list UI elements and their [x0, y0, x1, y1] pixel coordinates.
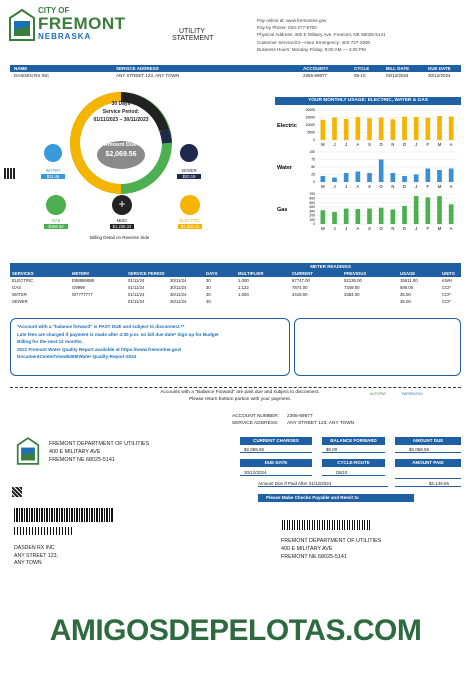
x-tick-label: A — [356, 226, 360, 231]
meter-cell: GAS — [12, 285, 22, 290]
watermark: AMIGOSDEPELOTAS.COM — [49, 614, 422, 647]
bar-electric — [344, 119, 349, 140]
bar-water — [402, 176, 407, 182]
bar-gas — [321, 210, 326, 224]
bar-gas — [402, 206, 407, 224]
hdr-account: ACCOUNT# — [303, 66, 329, 71]
meter-col-8: USAGE — [400, 271, 416, 276]
bar-water — [437, 170, 442, 182]
x-tick-label: A — [449, 226, 453, 231]
x-tick-label: F — [426, 226, 430, 231]
meter-cell: SEWER — [12, 299, 28, 304]
donut-amount-label: Amount Due: — [103, 142, 139, 148]
paperless-logo: PAPERLESS — [402, 392, 423, 396]
dept-line-3: FREMONT NE 68025-5141 — [49, 457, 115, 463]
pay-info — [257, 17, 386, 53]
dept-shield-icon — [16, 436, 40, 466]
x-tick-label: M — [321, 184, 325, 189]
stub-address-value: ANY STREET 123, ANY TOWN — [287, 421, 355, 426]
remit-line-3: FREMONT NE 68025-5141 — [281, 554, 347, 560]
meter-col-2: SERVICE PERIOD — [128, 271, 165, 276]
hdr-name: NAME — [14, 66, 28, 71]
tile-electric-label: ELECTRIC — [179, 218, 201, 223]
meter-cell: 30 — [206, 278, 211, 283]
pay-phone: Pay by Phone: 833-277-8700 — [257, 25, 317, 31]
meter-col-6: CURRENT — [292, 271, 314, 276]
bar-water — [414, 175, 419, 183]
x-tick-label: D — [402, 142, 407, 147]
x-tick-label: M — [437, 226, 442, 231]
meter-cell: 1.122 — [238, 285, 249, 290]
brand-line3: NEBRASKA — [38, 32, 92, 41]
x-tick-label: O — [379, 226, 383, 231]
customer-address — [14, 545, 58, 568]
bar-gas — [367, 209, 372, 224]
donut-amount — [90, 142, 152, 158]
bar-electric — [367, 118, 372, 140]
stub-account-value: 2365-69877 — [287, 414, 313, 419]
x-tick-label: M — [321, 142, 325, 147]
meter-col-9: UNITS — [442, 271, 455, 276]
y-tick-label: 5000 — [307, 130, 315, 135]
x-tick-label: O — [379, 142, 383, 147]
chart-title-0: Electric — [277, 123, 297, 129]
val-due-date: 30/12/2024 — [428, 73, 451, 78]
meter-cell: E88888888 — [72, 278, 94, 283]
meter-col-7: PREVIOUS — [344, 271, 367, 276]
y-tick-label: 400 — [309, 205, 315, 210]
y-tick-label: 0 — [313, 222, 315, 227]
tile-electric-amount: $1,316.11 — [178, 224, 202, 229]
meter-cell: 35.00 — [400, 292, 411, 297]
bar-water — [379, 160, 384, 183]
notice-box-right — [294, 318, 461, 376]
x-tick-label: N — [391, 226, 395, 231]
bar-gas — [379, 208, 384, 224]
donut-period-label: Service Period: — [102, 109, 140, 115]
y-tick-label: 15000 — [305, 115, 315, 120]
y-tick-label: 75 — [311, 157, 315, 162]
due-date-label: DUE DATE — [240, 459, 312, 467]
amount-paid-field[interactable] — [395, 470, 461, 479]
pay-address: Physical Address: 400 E Military Ave. Fremont, NE 68025-5141 — [257, 32, 386, 38]
remit-line-2: 400 E MILITARY AVE — [281, 546, 333, 552]
y-tick-label: 25 — [311, 172, 315, 177]
meter-col-1: METER# — [72, 271, 90, 276]
y-tick-label: 200 — [309, 213, 315, 218]
cycle-route-value: 05/10 — [322, 470, 385, 476]
meter-cell: CCF — [442, 285, 451, 290]
barcode-customer — [14, 508, 114, 522]
meter-cell: 01/11/24 — [128, 292, 145, 297]
stub-address-label: SERVICE ADDRESS: — [232, 421, 279, 426]
dept-address — [49, 440, 149, 464]
x-tick-label: M — [437, 142, 442, 147]
meter-col-4: DAYS — [206, 271, 218, 276]
account-values — [10, 72, 461, 79]
bar-gas — [391, 209, 396, 224]
notice-line-1: *Account with a "balance forward" is PAST DUE and subject to disconnect.** — [17, 324, 185, 329]
meter-title: METER READINGS — [10, 263, 461, 270]
hdr-cycle: CYCLE — [354, 66, 370, 71]
tile-gas-amount: $456.52 — [44, 224, 68, 229]
meter-cell: W7777777 — [72, 292, 93, 297]
cycle-route-label: CYCLE-ROUTE — [322, 459, 385, 467]
x-tick-label: M — [437, 184, 442, 189]
x-tick-label: J — [333, 142, 336, 147]
bar-water — [344, 173, 349, 182]
balance-forward-label: BALANCE FORWARD — [322, 437, 385, 445]
bar-gas — [449, 204, 454, 224]
billing-note: Billing Detail on Reverse Side — [90, 235, 150, 240]
x-tick-label: J — [415, 142, 418, 147]
meter-cell: KWH — [442, 278, 453, 283]
y-tick-label: 50 — [311, 165, 315, 170]
bar-gas — [344, 209, 349, 224]
meter-cell: 30 — [206, 285, 211, 290]
meter-cell: 35.00 — [400, 299, 411, 304]
notice-line-3: Billing for the next 12 months. — [17, 339, 83, 345]
meter-cell: 1.000 — [238, 292, 249, 297]
donut-days: 30 Days — [111, 101, 131, 107]
usage-charts — [275, 106, 461, 231]
bar-gas — [437, 196, 442, 224]
statement-title-line1: UTILITY — [178, 28, 206, 35]
meter-col-5: MULTIPLIER — [238, 271, 264, 276]
x-tick-label: A — [356, 142, 360, 147]
statement-title — [172, 28, 212, 42]
bar-electric — [414, 117, 419, 140]
usage-title: YOUR MONTHLY USAGE: ELECTRIC, WATER & GAS — [275, 97, 461, 105]
x-tick-label: S — [368, 184, 371, 189]
customer-line-2: ANY STREET 123, — [14, 552, 58, 559]
city-shield-icon — [8, 8, 36, 42]
bar-gas — [414, 196, 419, 224]
x-tick-label: J — [345, 142, 348, 147]
remit-line-1: FREMONT DEPARTMENT OF UTILITIES — [281, 538, 382, 544]
hdr-bill-date: BILL DATE — [386, 66, 410, 71]
y-tick-label: 0 — [313, 138, 315, 143]
chart-title-2: Gas — [277, 207, 288, 213]
val-bill-date: 02/12/2024 — [386, 73, 409, 78]
account-header-bar — [10, 65, 461, 72]
meter-rows — [10, 278, 461, 310]
meter-cell: 01/11/24 — [128, 285, 145, 290]
meter-cell: 01/11/24 — [128, 278, 145, 283]
meter-col-0: SERVICES — [12, 271, 34, 276]
x-tick-label: S — [368, 226, 371, 231]
misc-plus-icon: + — [112, 195, 132, 215]
bar-water — [332, 178, 337, 183]
donut-text — [88, 100, 154, 124]
tear-note — [120, 390, 360, 403]
tile-misc-label: MISC — [116, 218, 128, 223]
notice-line-4: 2021 Fremont Water Quality Report available at https://www.fremontne.gov/ — [17, 346, 182, 352]
tile-misc-amount: $1,235.33 — [110, 224, 134, 229]
bar-water — [449, 169, 454, 183]
customer-line-1: DASDEN RX INC — [14, 545, 55, 551]
val-name: DASDEN RX INC — [14, 73, 50, 78]
meter-cell: 30/11/24 — [170, 278, 187, 283]
bar-electric — [402, 117, 407, 140]
x-tick-label: M — [321, 226, 325, 231]
stub-qr-icon — [12, 487, 22, 497]
y-tick-label: 300 — [309, 209, 315, 214]
x-tick-label: D — [402, 226, 407, 231]
tile-water-amount: $11.46 — [41, 174, 65, 179]
after-due-value: $2,149.56 — [395, 481, 461, 487]
city-logo — [8, 6, 128, 50]
bar-electric — [332, 118, 337, 141]
remit-address — [281, 537, 381, 561]
water-icon — [44, 144, 62, 162]
x-tick-label: D — [402, 184, 407, 189]
donut-amount-value: $2,069.56 — [105, 151, 137, 158]
val-service-address: ANY STREET 123, ANY TOWN — [116, 73, 180, 78]
x-tick-label: O — [379, 184, 383, 189]
balance-forward-value: $0.00 — [322, 447, 385, 453]
bar-electric — [437, 116, 442, 140]
donut-period: 01/11/2023 – 30/11/2023 — [93, 117, 149, 123]
x-tick-label: J — [333, 226, 336, 231]
dept-line-1: FREMONT DEPARTMENT OF UTILITIES — [49, 441, 150, 447]
qr-code-icon — [4, 168, 15, 179]
bar-gas — [426, 197, 431, 224]
meter-header — [10, 270, 461, 277]
amount-due-value: $2,069.56 — [395, 447, 461, 453]
current-charges-label: CURRENT CHARGES — [240, 437, 312, 445]
y-tick-label: 100 — [309, 217, 315, 222]
tear-note-2: Please return bottom portion with your payment. — [188, 396, 292, 402]
hdr-service-address: SERVICE ADDRESS — [116, 66, 159, 71]
bar-water — [356, 172, 361, 183]
tear-line — [10, 387, 461, 388]
meter-cell: CCF — [442, 292, 451, 297]
meter-cell: 30 — [206, 299, 211, 304]
meter-cell: WATER — [12, 292, 28, 297]
meter-cell: 30/11/24 — [170, 285, 187, 290]
stub-account-label: ACCOUNT NUMBER: — [232, 414, 280, 419]
payable-banner: Please Make Checks Payable and Remit to — [258, 494, 414, 502]
meter-cell: 67747.00 — [292, 278, 310, 283]
bar-gas — [332, 212, 337, 224]
x-tick-label: J — [345, 226, 348, 231]
x-tick-label: J — [415, 226, 418, 231]
notice-line-5: DocumentCenter/View/6289/Water-Quality-Report-2024 — [17, 354, 137, 360]
dept-line-2: 400 E MILITARY AVE — [49, 449, 101, 455]
due-date-value: 30/12/2024 — [240, 470, 312, 476]
tile-gas-label: GAS — [51, 218, 61, 223]
autopay-logo: AUTOPAY — [370, 392, 387, 396]
gas-icon — [46, 195, 66, 215]
tear-note-1: Accounts with a "Balance Forward" are past due and subject to disconnect. — [160, 390, 320, 395]
meter-cell: CCF — [442, 299, 451, 304]
y-tick-label: 0 — [313, 180, 315, 185]
val-cycle: 05-10 — [354, 73, 366, 78]
meter-cell: G9999 — [72, 285, 85, 290]
y-tick-label: 500 — [309, 200, 315, 205]
x-tick-label: F — [426, 184, 430, 189]
meter-cell: 7349.00 — [344, 285, 360, 290]
tile-sewer-amount: $20.19 — [177, 174, 201, 179]
x-tick-label: A — [449, 184, 453, 189]
sewer-icon — [180, 144, 198, 162]
meter-cell: 15611.00 — [400, 278, 418, 283]
pay-online: Pay online at: www.fremontne.gov — [257, 18, 327, 23]
x-tick-label: J — [415, 184, 418, 189]
bar-electric — [449, 117, 454, 140]
meter-cell: 52136.00 — [344, 278, 362, 283]
x-tick-label: A — [449, 142, 453, 147]
amount-paid-label: AMOUNT PAID — [395, 459, 461, 467]
x-tick-label: N — [391, 142, 395, 147]
x-tick-label: A — [356, 184, 360, 189]
bar-water — [391, 173, 396, 182]
bar-water — [367, 173, 372, 182]
meter-cell: 01/11/24 — [128, 299, 145, 304]
hdr-due-date: DUE DATE — [428, 66, 451, 71]
tile-sewer-label: SEWER — [181, 168, 197, 173]
meter-cell: 30/11/24 — [170, 292, 187, 297]
y-tick-label: 20000 — [305, 108, 315, 113]
amount-due-label: AMOUNT DUE — [395, 437, 461, 445]
x-tick-label: F — [426, 142, 430, 147]
stub-account — [232, 413, 279, 427]
meter-cell: 30/11/24 — [170, 299, 187, 304]
bar-electric — [379, 118, 384, 141]
bar-electric — [356, 117, 361, 140]
chart-title-1: Water — [277, 165, 293, 171]
x-tick-label: S — [368, 142, 371, 147]
bar-water — [321, 176, 326, 182]
y-tick-label: 700 — [309, 192, 315, 197]
statement-title-line2: STATEMENT — [172, 35, 214, 42]
val-account: 2365-69877 — [303, 73, 328, 78]
y-tick-label: 600 — [309, 196, 315, 201]
x-tick-label: N — [391, 184, 395, 189]
x-tick-label: J — [345, 184, 348, 189]
current-charges-value: $2,069.56 — [240, 447, 312, 453]
meter-cell: ELECTRIC — [12, 278, 34, 283]
pay-service: Customer Service/24—Hour Emergency: 402-727-2600 — [257, 39, 371, 45]
y-tick-label: 100 — [309, 150, 315, 155]
bar-electric — [321, 120, 326, 140]
customer-line-3: ANY TOWN — [14, 560, 42, 566]
meter-cell: 7874.00 — [292, 285, 308, 290]
meter-cell: 30 — [206, 292, 211, 297]
brand-line2: FREMONT — [38, 14, 126, 33]
barcode-remit — [282, 520, 372, 530]
electric-icon — [180, 195, 200, 215]
meter-cell: 1.000 — [238, 278, 249, 283]
meter-cell: 3384.00 — [344, 292, 360, 297]
notice-box — [10, 318, 290, 376]
meter-cell: 3419.00 — [292, 292, 308, 297]
bar-electric — [426, 118, 431, 140]
bar-gas — [356, 209, 361, 224]
bar-electric — [391, 119, 396, 140]
y-tick-label: 10000 — [305, 123, 315, 128]
brand-line1: CITY OF — [38, 6, 70, 15]
notice-line-2: Late fees are charged if payment is made after 4:30 p.m. on bill due date* Sign up for Budget — [17, 331, 219, 337]
barcode-small — [14, 527, 74, 535]
meter-cell: 589.05 — [400, 285, 414, 290]
tile-water-label: WATER — [45, 168, 61, 173]
bar-water — [426, 169, 431, 183]
after-due-label: Amount Due If Paid After 31/12/2024 — [258, 481, 388, 487]
pay-hours: Business Hours: Monday-Friday, 8:00 AM — 4:30 PM — [257, 46, 366, 52]
x-tick-label: J — [333, 184, 336, 189]
stub-account-values — [287, 413, 354, 427]
